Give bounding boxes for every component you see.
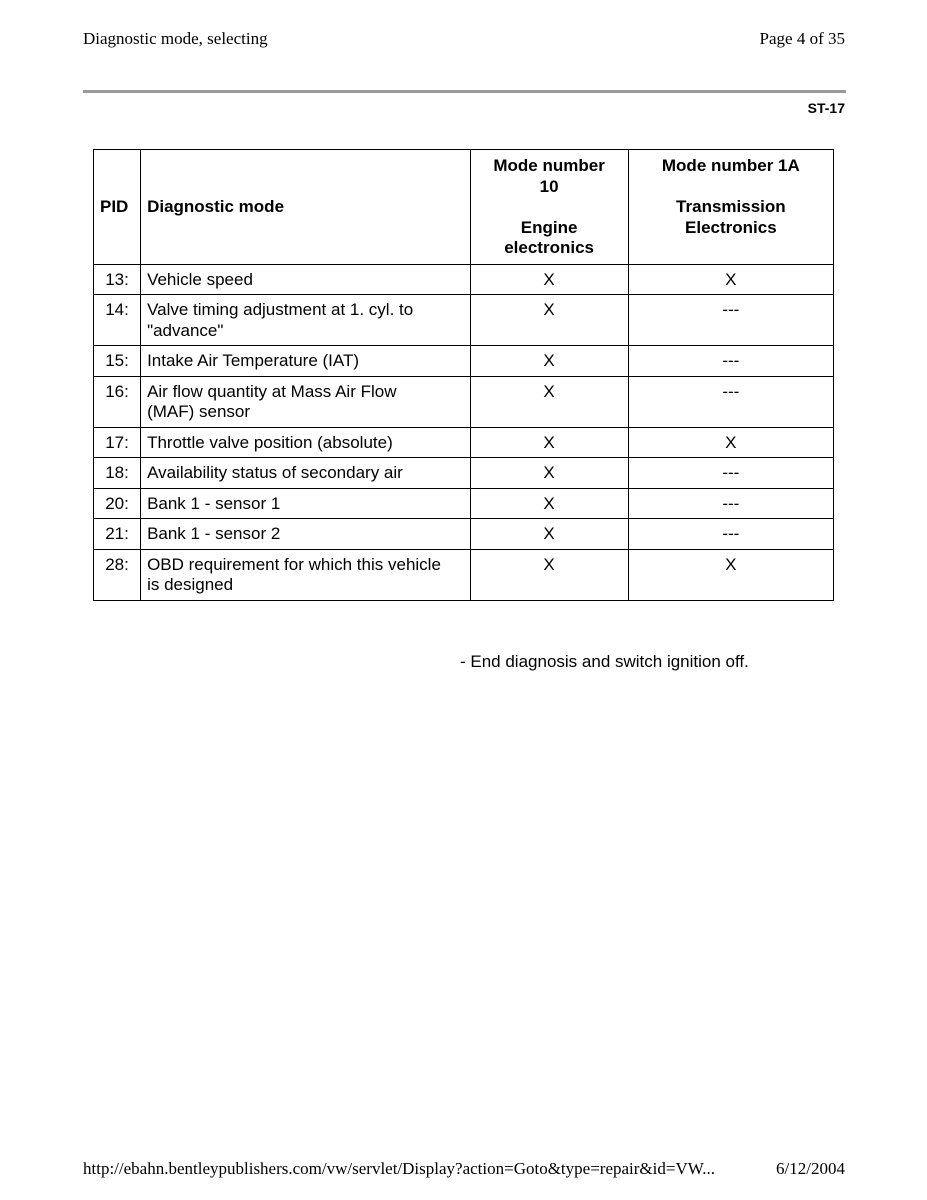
- table-row: [94, 264, 834, 295]
- mode-text: Bank 1 - sensor 2: [147, 524, 281, 543]
- mode-text: Intake Air Temperature (IAT): [147, 351, 360, 370]
- mode-1a-cell: X: [628, 427, 833, 458]
- mode-cell: [141, 549, 470, 600]
- table-row: [94, 346, 834, 377]
- mode-cell: [141, 346, 470, 377]
- diagnostic-mode-table: [93, 149, 834, 601]
- mode-1a-cell: ---: [628, 295, 833, 346]
- footer-date: 6/12/2004: [776, 1159, 845, 1178]
- mode-1a-cell: ---: [628, 376, 833, 427]
- table-row: [94, 427, 834, 458]
- mode-1a-cell: X: [628, 549, 833, 600]
- mode-10-cell: X: [470, 376, 628, 427]
- mode-text: Bank 1 - sensor 1: [147, 493, 281, 513]
- table-row: [94, 549, 834, 600]
- mode-10-cell: X: [470, 346, 628, 377]
- header-mode-1a-line1: Mode number 1A: [661, 156, 800, 175]
- section-code: ST-17: [807, 100, 845, 116]
- table-row: [94, 458, 834, 489]
- mode-cell: [141, 295, 470, 346]
- mode-1a-cell: ---: [628, 458, 833, 489]
- mode-cell: [141, 264, 470, 295]
- mode-text: Availability status of secondary air: [147, 463, 403, 482]
- header-diagnostic-mode: Diagnostic mode: [141, 150, 470, 265]
- mode-cell: [141, 458, 470, 489]
- table-row: [94, 519, 834, 550]
- pid-cell: 18:: [94, 458, 141, 489]
- pid-cell: 15:: [94, 346, 141, 377]
- pid-cell: 16:: [94, 376, 141, 427]
- mode-10-cell: X: [470, 488, 628, 519]
- mode-text-cont: "advance": [147, 320, 224, 340]
- header-divider: [83, 90, 846, 93]
- pid-cell: 14:: [94, 295, 141, 346]
- mode-10-cell: X: [470, 264, 628, 295]
- mode-10-cell: X: [470, 295, 628, 346]
- mode-1a-cell: ---: [628, 519, 833, 550]
- mode-1a-cell: ---: [628, 346, 833, 377]
- header-mode-1a-line3: Electronics: [685, 217, 777, 237]
- mode-cell: [141, 427, 470, 458]
- mode-text: Throttle valve position (absolute): [147, 432, 393, 452]
- mode-cell: [141, 488, 470, 519]
- table-row: [94, 295, 834, 346]
- header-pid: PID: [94, 150, 141, 265]
- header-mode-10-line2: 10: [539, 176, 559, 196]
- header-mode-10-line1: Mode number: [493, 156, 605, 175]
- pid-cell: 20:: [94, 488, 141, 519]
- mode-10-cell: X: [470, 549, 628, 600]
- table-header-row: [94, 150, 834, 265]
- header-mode-1a-line2: Transmission: [676, 197, 786, 216]
- pid-cell: 17:: [94, 427, 141, 458]
- table-row: [94, 488, 834, 519]
- mode-text-cont: (MAF) sensor: [147, 402, 251, 421]
- table-row: [94, 376, 834, 427]
- header-mode-10: [470, 150, 628, 265]
- mode-text-cont: is designed: [147, 575, 234, 594]
- mode-text: Air flow quantity at Mass Air Flow: [147, 381, 397, 401]
- mode-1a-cell: ---: [628, 488, 833, 519]
- footer-url: http://ebahn.bentleypublishers.com/vw/servlet/Display?action=Goto&type=repair&id=VW...: [83, 1159, 715, 1178]
- header-mode-10-line3: Engine: [520, 217, 578, 237]
- pid-cell: 13:: [94, 264, 141, 295]
- mode-cell: [141, 519, 470, 550]
- header-mode-10-line4: electronics: [504, 238, 594, 257]
- header-mode-1a: [628, 150, 833, 265]
- instruction-note: - End diagnosis and switch ignition off.: [460, 652, 749, 671]
- page-title: Diagnostic mode, selecting: [83, 29, 268, 48]
- mode-10-cell: X: [470, 519, 628, 550]
- mode-10-cell: X: [470, 427, 628, 458]
- mode-text: Valve timing adjustment at 1. cyl. to: [147, 300, 414, 319]
- pid-cell: 21:: [94, 519, 141, 550]
- mode-1a-cell: X: [628, 264, 833, 295]
- mode-text: Vehicle speed: [147, 269, 253, 289]
- mode-text: OBD requirement for which this vehicle: [147, 554, 441, 574]
- mode-cell: [141, 376, 470, 427]
- pid-cell: 28:: [94, 549, 141, 600]
- page-number: Page 4 of 35: [759, 29, 845, 48]
- mode-10-cell: X: [470, 458, 628, 489]
